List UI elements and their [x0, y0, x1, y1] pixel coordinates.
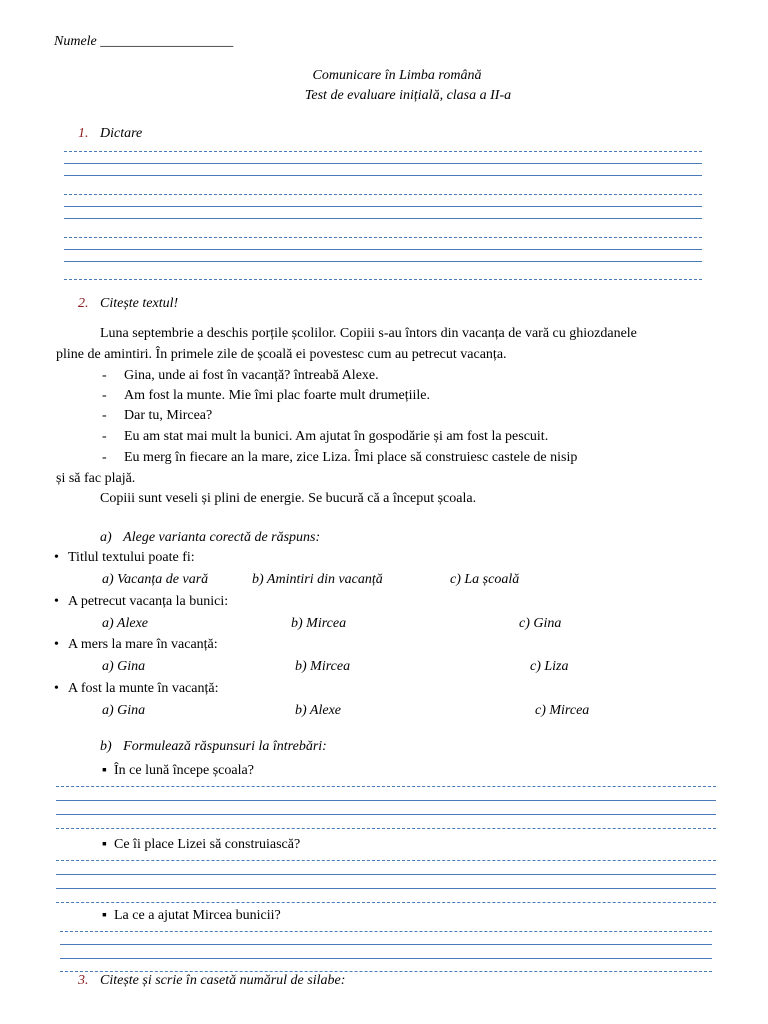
bullet-icon: • — [54, 681, 59, 696]
question-a1 — [54, 550, 195, 566]
writing-line — [56, 828, 716, 829]
dialogue-dash: - — [102, 388, 107, 403]
dialogue-dash: - — [102, 408, 107, 423]
writing-line — [64, 163, 702, 164]
option-a4-a[interactable]: a) Gina — [102, 703, 146, 718]
part-b-heading — [100, 739, 327, 755]
question-text: Titlul textului poate fi: — [68, 550, 195, 565]
part-a-heading — [100, 530, 320, 546]
section-2-number: 2. — [78, 296, 89, 311]
part-a-label: a) — [100, 530, 112, 545]
writing-line — [64, 237, 702, 238]
writing-line — [64, 175, 702, 176]
question-b2 — [102, 837, 300, 853]
option-a1-b[interactable]: b) Amintiri din vacanță — [252, 572, 383, 587]
writing-line — [60, 944, 712, 945]
writing-line — [64, 261, 702, 262]
question-text: A petrecut vacanța la bunici: — [68, 594, 229, 609]
option-a2-a[interactable]: a) Alexe — [102, 616, 148, 631]
writing-line — [56, 814, 716, 815]
answer-b2-writing-lines[interactable] — [56, 860, 716, 904]
question-a3 — [54, 637, 218, 653]
dialogue-text: Dar tu, Mircea? — [124, 408, 213, 423]
writing-line — [60, 931, 712, 932]
dialogue-line-2 — [102, 388, 430, 404]
writing-line — [60, 971, 712, 972]
option-a4-c[interactable]: c) Mircea — [535, 703, 590, 718]
paragraph-1-line-1: Luna septembrie a deschis porțile școlilor. Copiii s-au întors din vacanța de vară cu ghiozdanele — [100, 326, 637, 341]
bullet-icon: • — [54, 550, 59, 565]
answer-b1-writing-lines[interactable] — [56, 786, 716, 830]
dialogue-line-3 — [102, 408, 212, 424]
dictation-writing-lines[interactable] — [64, 151, 702, 281]
writing-line — [56, 888, 716, 889]
bullet-icon: • — [54, 594, 59, 609]
dialogue-text: Eu merg în fiecare an la mare, zice Liza. Îmi place să construiesc castele de nisip — [124, 450, 578, 465]
dialogue-dash: - — [102, 429, 107, 444]
option-a2-c[interactable]: c) Gina — [519, 616, 562, 631]
paragraph-2: Copiii sunt veseli și plini de energie. Se bucură că a început școala. — [100, 491, 477, 506]
section-1-title: Dictare — [100, 126, 143, 141]
question-a4 — [54, 681, 218, 697]
dialogue-continuation: și să fac plajă. — [56, 471, 136, 486]
question-text: A mers la mare în vacanță: — [68, 637, 218, 652]
square-bullet-icon: ▪ — [102, 763, 107, 778]
option-a4-b[interactable]: b) Alexe — [295, 703, 341, 718]
section-1-number: 1. — [78, 126, 89, 141]
writing-line — [64, 194, 702, 195]
question-b3 — [102, 908, 281, 924]
writing-line — [56, 860, 716, 861]
part-b-instruction: Formulează răspunsuri la întrebări: — [123, 739, 327, 754]
option-a2-b[interactable]: b) Mircea — [291, 616, 347, 631]
page-title: Comunicare în Limba română — [312, 68, 482, 83]
section-2-title: Citește textul! — [100, 296, 179, 311]
question-b1 — [102, 763, 254, 779]
writing-line — [64, 206, 702, 207]
section-1-heading — [78, 126, 142, 142]
dialogue-text: Am fost la munte. Mie îmi plac foarte mult drumețiile. — [124, 388, 430, 403]
question-text: A fost la munte în vacanță: — [68, 681, 219, 696]
writing-line — [56, 786, 716, 787]
option-a1-a[interactable]: a) Vacanța de vară — [102, 572, 209, 587]
section-3-title: Citește și scrie în casetă numărul de silabe: — [100, 973, 346, 988]
bullet-icon: • — [54, 637, 59, 652]
option-a3-a[interactable]: a) Gina — [102, 659, 146, 674]
writing-line — [64, 151, 702, 152]
part-a-instruction: Alege varianta corectă de răspuns: — [123, 530, 321, 545]
square-bullet-icon: ▪ — [102, 837, 107, 852]
dialogue-line-4 — [102, 429, 548, 445]
writing-line — [56, 800, 716, 801]
dialogue-text: Gina, unde ai fost în vacanță? întreabă Alexe. — [124, 368, 379, 383]
writing-line — [64, 218, 702, 219]
paragraph-1-line-2: pline de amintiri. În primele zile de școală ei povestesc cum au petrecut vacanța. — [56, 347, 507, 362]
dialogue-dash: - — [102, 368, 107, 383]
section-2-heading — [78, 296, 178, 312]
part-b-label: b) — [100, 739, 112, 754]
option-a3-c[interactable]: c) Liza — [530, 659, 569, 674]
dialogue-line-5 — [102, 450, 577, 466]
name-label: Numele ___________________ — [54, 34, 234, 49]
question-text: La ce a ajutat Mircea bunicii? — [114, 908, 281, 923]
writing-line — [56, 874, 716, 875]
option-a3-b[interactable]: b) Mircea — [295, 659, 351, 674]
writing-line — [60, 958, 712, 959]
section-3-number: 3. — [78, 973, 89, 988]
dialogue-text: Eu am stat mai mult la bunici. Am ajutat în gospodărie și am fost la pescuit. — [124, 429, 549, 444]
question-text: În ce lună începe școala? — [114, 763, 254, 778]
question-a2 — [54, 594, 228, 610]
page-subtitle: Test de evaluare inițială, clasa a II-a — [304, 88, 512, 103]
question-text: Ce îi place Lizei să construiască? — [114, 837, 301, 852]
option-a1-c[interactable]: c) La școală — [450, 572, 520, 587]
dialogue-dash: - — [102, 450, 107, 465]
section-3-heading — [78, 973, 345, 989]
writing-line — [64, 249, 702, 250]
writing-line — [56, 902, 716, 903]
writing-line — [64, 279, 702, 280]
square-bullet-icon: ▪ — [102, 908, 107, 923]
dialogue-line-1 — [102, 368, 379, 384]
answer-b3-writing-lines[interactable] — [60, 931, 712, 973]
